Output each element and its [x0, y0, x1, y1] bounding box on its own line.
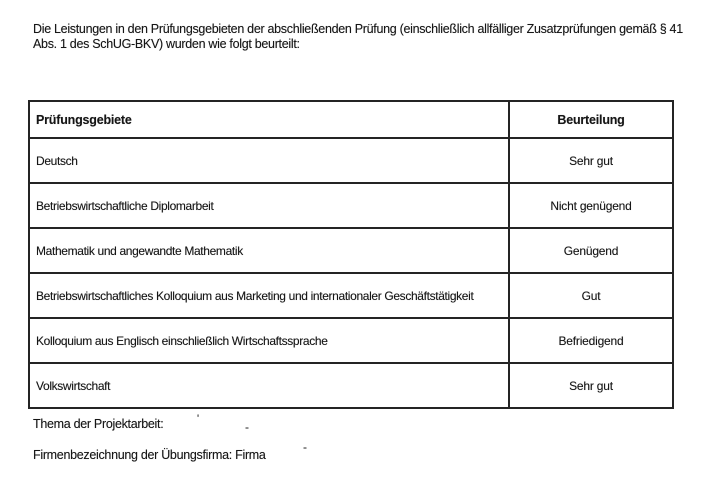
subject-cell: Volkswirtschaft	[29, 363, 509, 408]
subject-cell: Betriebswirtschaftliches Kolloquium aus Marketing und internationaler Geschäftstätigkeit	[29, 273, 509, 318]
intro-line-2: Abs. 1 des SchUG-BKV) wurden wie folgt beurteilt:	[33, 37, 300, 51]
grade-cell: Genügend	[509, 228, 673, 273]
subject-cell: Kolloquium aus Englisch einschließlich Wirtschaftssprache	[29, 318, 509, 363]
table-row	[29, 318, 673, 363]
table-row	[29, 138, 673, 183]
table-header-row	[29, 101, 673, 138]
table-row	[29, 183, 673, 228]
company-name-label: Firmenbezeichnung der Übungsfirma:	[33, 448, 232, 462]
subject-cell: Deutsch	[29, 138, 509, 183]
column-header-subject: Prüfungsgebiete	[29, 101, 509, 138]
intro-line-1: Die Leistungen in den Prüfungsgebieten der abschließenden Prüfung (einschließlich allfälliger Zusatzprüfungen gemäß § 41	[33, 21, 683, 36]
grade-cell: Sehr gut	[509, 363, 673, 408]
subject-cell: Betriebswirtschaftliche Diplomarbeit	[29, 183, 509, 228]
grade-cell: Gut	[509, 273, 673, 318]
project-topic-line	[33, 417, 163, 431]
table-row	[29, 228, 673, 273]
table-row	[29, 273, 673, 318]
scan-artifact-tick: '	[197, 413, 200, 425]
subject-cell: Mathematik und angewandte Mathematik	[29, 228, 509, 273]
project-topic-label: Thema der Projektarbeit:	[33, 417, 164, 431]
scan-artifact-dash: -	[303, 440, 307, 454]
intro-paragraph	[33, 22, 698, 53]
grade-cell: Nicht genügend	[509, 183, 673, 228]
company-name-line	[33, 448, 266, 462]
company-name-value: Firma	[235, 448, 266, 462]
grades-table	[28, 100, 674, 409]
grade-cell: Sehr gut	[509, 138, 673, 183]
grade-cell: Befriedigend	[509, 318, 673, 363]
scan-artifact-dash: -	[245, 420, 249, 434]
column-header-grade: Beurteilung	[509, 101, 673, 138]
table-row	[29, 363, 673, 408]
